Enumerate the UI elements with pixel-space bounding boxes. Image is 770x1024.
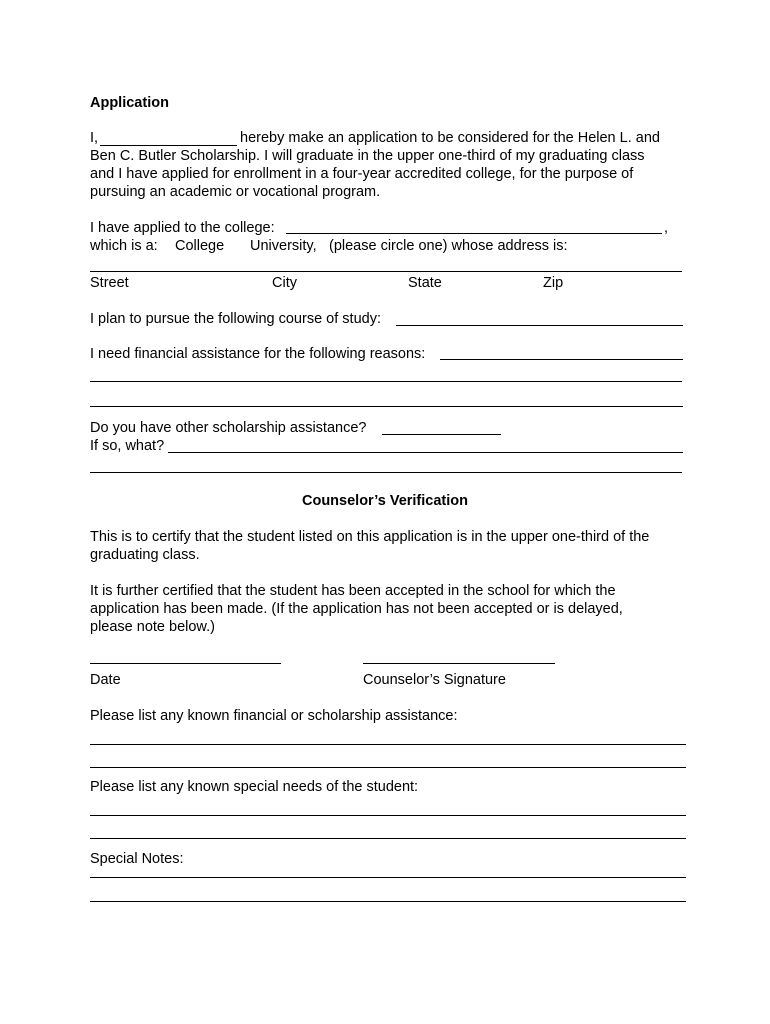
further-line1: It is further certified that the student has been accepted in the school for which the — [90, 583, 616, 599]
address-line[interactable] — [90, 271, 682, 272]
course-label: I plan to pursue the following course of study: — [90, 311, 381, 327]
intro-lead: I, — [90, 130, 99, 146]
certify-line2: graduating class. — [90, 547, 200, 563]
financial-line-2[interactable] — [90, 381, 682, 382]
if-so-line-2[interactable] — [90, 472, 682, 473]
intro-line4: pursuing an academic or vocational program. — [90, 184, 381, 200]
signature-line[interactable] — [363, 663, 555, 664]
financial-label: I need financial assistance for the following reasons: — [90, 346, 426, 362]
financial-list-label: Please list any known financial or scholarship assistance: — [90, 708, 458, 724]
financial-line-3[interactable] — [90, 406, 683, 407]
if-so-label: If so, what? — [90, 438, 165, 454]
verification-heading: Counselor’s Verification — [302, 493, 468, 509]
circle-note: (please circle one) whose address is: — [329, 238, 568, 254]
special-notes-line-1[interactable] — [90, 877, 686, 878]
date-label: Date — [90, 672, 121, 688]
intro-line1: hereby make an application to be considered for the Helen L. and — [240, 130, 660, 146]
further-line3: please note below.) — [90, 619, 215, 635]
financial-line-1[interactable] — [440, 359, 683, 360]
intro-line3: and I have applied for enrollment in a four-year accredited college, for the purpose of — [90, 166, 634, 182]
college-trailing-comma: , — [664, 220, 669, 236]
intro-line2: Ben C. Butler Scholarship. I will graduate in the upper one-third of my graduating class — [90, 148, 645, 164]
special-notes-line-2[interactable] — [90, 901, 686, 902]
college-name-line[interactable] — [286, 233, 662, 234]
applicant-name-line[interactable] — [100, 145, 237, 146]
which-is-label: which is a: — [90, 238, 158, 254]
special-notes-label: Special Notes: — [90, 851, 184, 867]
address-street-label: Street — [90, 275, 129, 291]
college-label: I have applied to the college: — [90, 220, 275, 236]
other-scholarship-line[interactable] — [382, 434, 501, 435]
address-zip-label: Zip — [543, 275, 564, 291]
if-so-line[interactable] — [168, 452, 683, 453]
financial-list-line-2[interactable] — [90, 767, 686, 768]
certify-line1: This is to certify that the student listed on this application is in the upper one-third of the — [90, 529, 650, 545]
option-college[interactable]: College — [175, 238, 225, 254]
special-needs-line-1[interactable] — [90, 815, 686, 816]
other-scholarship-label: Do you have other scholarship assistance? — [90, 420, 367, 436]
address-city-label: City — [272, 275, 297, 291]
course-line[interactable] — [396, 325, 683, 326]
special-needs-line-2[interactable] — [90, 838, 686, 839]
page-title: Application — [90, 95, 169, 111]
special-needs-label: Please list any known special needs of the student: — [90, 779, 419, 795]
financial-list-line-1[interactable] — [90, 744, 686, 745]
signature-label: Counselor’s Signature — [363, 672, 506, 688]
address-state-label: State — [408, 275, 442, 291]
option-university[interactable]: University, — [250, 238, 317, 254]
further-line2: application has been made. (If the application has not been accepted or is delayed, — [90, 601, 623, 617]
date-line[interactable] — [90, 663, 281, 664]
